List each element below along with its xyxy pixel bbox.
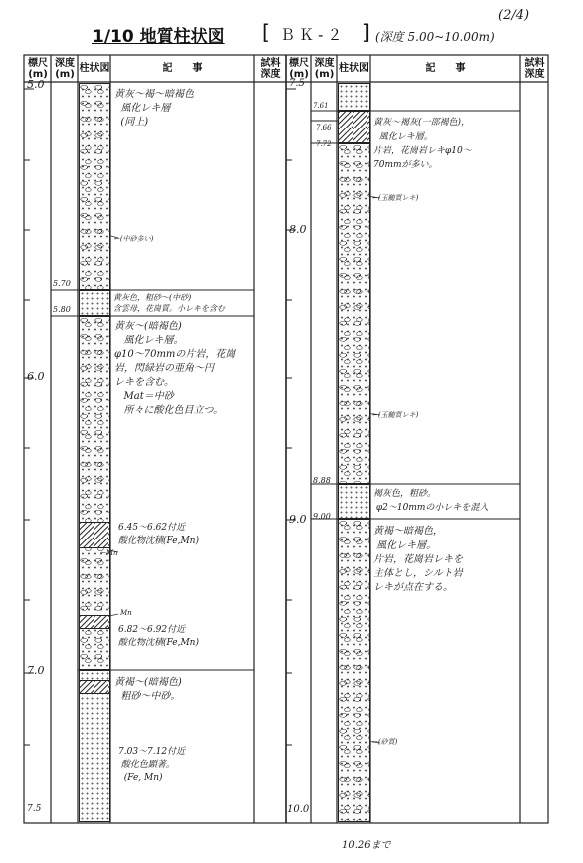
column-right-gravel-2 — [338, 519, 370, 822]
scale-label-9-0: 9.0 — [289, 513, 307, 526]
column-right-sand-top — [338, 83, 370, 111]
note-left-4: 黄灰～(暗褐色) 風化レキ層。 φ10～70mmの片岩，花崗 岩，閃緑岩の亜角～円 レキを含む。 Mat＝中砂 所々に酸化色目立つ。 — [114, 321, 236, 416]
header-scale-right: 標尺 (m) — [289, 58, 309, 80]
note-left-7: Mn — [120, 609, 132, 617]
note-left-8: 6.82～6.92付近 酸化物沈積(Fe,Mn) — [118, 625, 199, 648]
note-left-9: 黄褐～(暗褐色) 粗砂～中砂。 — [114, 677, 182, 702]
page-number: (2/4) — [498, 8, 530, 23]
depth-label-5-70: 5.70 — [53, 279, 71, 288]
header-sample-left: 試料 深度 — [260, 58, 281, 80]
bracket-close: ] — [362, 20, 370, 44]
header-depth-left: 深度 (m) — [55, 58, 75, 80]
column-right-sand — [338, 484, 370, 519]
column-right-thin-band — [338, 111, 370, 143]
note-left-2: ←(中砂多い) — [114, 235, 154, 243]
column-left-oxide-3 — [79, 680, 110, 694]
note-left-5: 6.45～6.62付近 酸化物沈積(Fe,Mn) — [118, 523, 199, 546]
header-notes-left: 記 事 — [162, 63, 203, 74]
depth-range: (深度 5.00~10.00m) — [375, 30, 495, 44]
note-left-1: 黄灰～褐～暗褐色 風化レキ層 (同上) — [114, 89, 194, 128]
column-left-oxide-1 — [79, 522, 110, 548]
scale-label-8-0: 8.0 — [289, 223, 307, 236]
column-left-sand — [79, 290, 110, 316]
header-notes-right: 記 事 — [425, 63, 466, 74]
note-right-2: ←(玉髄質レキ) — [372, 194, 419, 202]
depth-label-7-72: 7.72 — [316, 140, 332, 148]
page-title: 1/10 地質柱状図 — [92, 27, 225, 47]
header-column-left: 柱状図 — [79, 63, 110, 74]
scale-label-10-0: 10.0 — [287, 804, 310, 815]
column-left-gravel-1 — [79, 83, 110, 290]
depth-label-7-66: 7.66 — [316, 124, 332, 132]
note-left-6: ←Mn — [100, 549, 118, 557]
note-left-3: 黄灰色，粗砂～(中砂) 含雲母，花崗質。小レキを含む — [113, 293, 225, 313]
note-right-6: ←(砂質) — [372, 738, 398, 746]
depth-label-9-00: 9.00 — [313, 512, 331, 521]
scale-label-7-5: 7.5 — [27, 804, 42, 814]
depth-label-5-80: 5.80 — [53, 305, 71, 314]
scale-label-6-0: 6.0 — [27, 370, 45, 383]
footnote-final-depth: 10.26まで — [342, 840, 391, 851]
header-scale-left: 標尺 (m) — [28, 58, 48, 80]
boring-id: ＢＫ-２ — [280, 26, 347, 44]
depth-label-7-61: 7.61 — [313, 102, 329, 110]
note-right-1: 黄灰～褐灰(一部褐色)， 風化レキ層。 片岩，花崗岩レキφ10～ 70mmが多い。 — [373, 118, 472, 170]
scale-label-5-0: 5.0 — [27, 78, 45, 91]
scale-label-7-0: 7.0 — [27, 664, 45, 677]
header-sample-right: 試料 深度 — [524, 58, 545, 80]
column-left-oxide-2 — [79, 615, 110, 629]
header-depth-right: 深度 (m) — [314, 58, 335, 80]
note-left-10: 7.03～7.12付近 酸化色顕著。 (Fe, Mn) — [118, 747, 186, 783]
note-right-5: 黄褐～暗褐色， 風化レキ層。 片岩，花崗岩レキを 主体とし，シルト岩 レキが点在する。 — [373, 526, 463, 593]
bracket-open: [ — [262, 20, 270, 44]
header-column-right: 柱状図 — [339, 63, 369, 74]
depth-label-8-88: 8.88 — [313, 476, 331, 485]
column-right-gravel-1 — [338, 143, 370, 484]
note-right-3: ←(玉髄質レキ) — [372, 411, 419, 419]
note-right-4: 褐灰色，粗砂。 φ2～10mmの小レキを混入 — [373, 489, 489, 513]
scale-label-right-7-5: 7.5 — [289, 78, 305, 89]
